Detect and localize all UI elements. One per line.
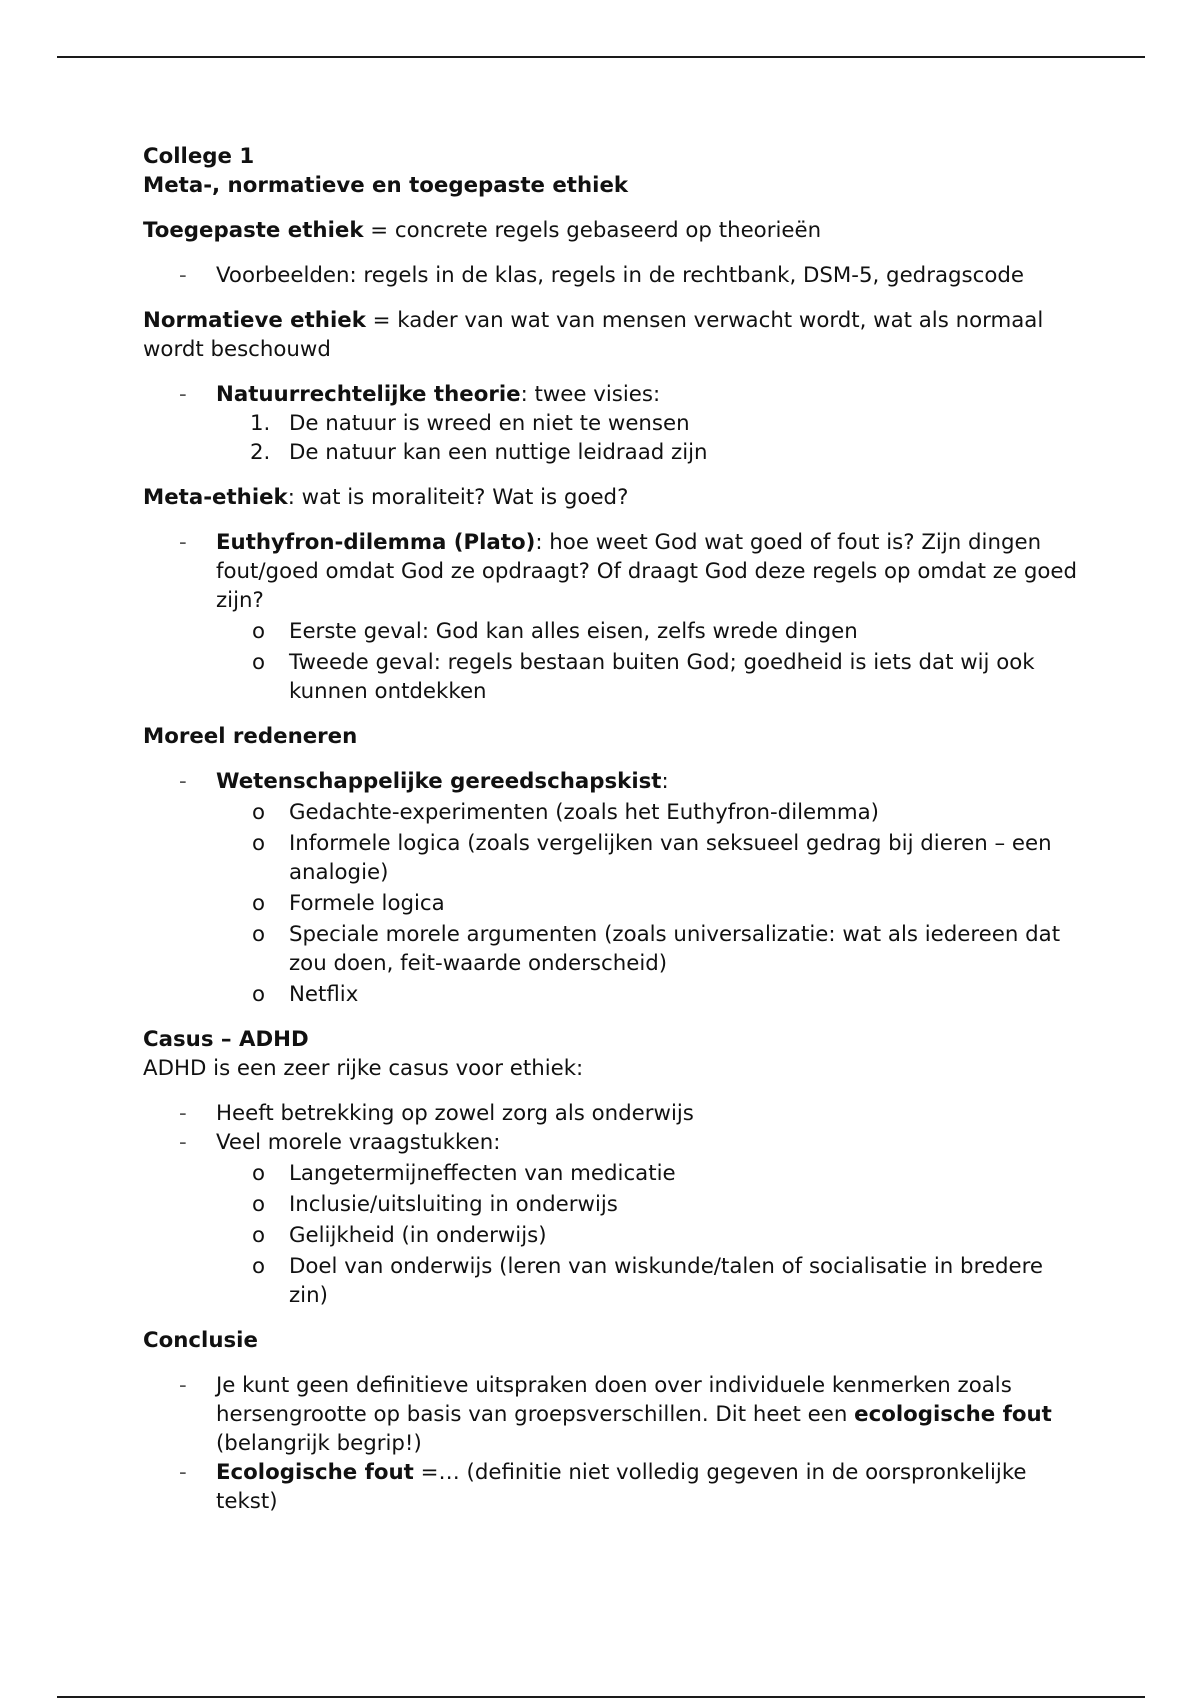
list-item <box>143 1371 1083 1458</box>
circle-bullet: o <box>252 800 266 825</box>
sublist-item <box>216 1159 1083 1188</box>
list-item <box>143 767 1083 1009</box>
casus-list <box>143 1099 1083 1310</box>
section-heading-casus-adhd: Casus – ADHD <box>143 1027 309 1052</box>
item-text: =… (definitie niet volledig gegeven in de oorspronkelijke tekst) <box>216 1460 1027 1514</box>
sublist-item <box>216 1252 1083 1310</box>
sublist-text: Netflix <box>289 982 359 1007</box>
sublist-text: De natuur is wreed en niet te wensen <box>289 411 690 436</box>
sublist-item <box>216 1221 1083 1250</box>
term: Toegepaste ethiek <box>143 218 364 243</box>
title-line-1: College 1 <box>143 144 255 169</box>
sublist-text: Inclusie/uitsluiting in onderwijs <box>289 1192 618 1217</box>
circle-sublist <box>216 798 1083 1009</box>
dash-bullet: - <box>179 263 187 288</box>
item-term: Wetenschappelijke gereedschapskist <box>216 769 662 794</box>
circle-bullet: o <box>252 650 266 675</box>
circle-bullet: o <box>252 1223 266 1248</box>
circle-bullet: o <box>252 1254 266 1279</box>
circle-sublist <box>216 617 1083 706</box>
circle-bullet: o <box>252 891 266 916</box>
circle-bullet: o <box>252 619 266 644</box>
sublist-item <box>216 648 1083 706</box>
item-text: : <box>661 769 669 794</box>
circle-bullet: o <box>252 922 266 947</box>
section-heading-conclusie: Conclusie <box>143 1328 258 1353</box>
normatieve-ethiek-definition <box>143 306 1083 364</box>
sublist-item <box>216 438 1083 467</box>
item-text: : twee visies: <box>520 382 661 407</box>
circle-bullet: o <box>252 982 266 1007</box>
list-item <box>143 380 1083 467</box>
numbered-sublist <box>216 409 1083 467</box>
sublist-text: Gelijkheid (in onderwijs) <box>289 1223 547 1248</box>
item-text: Heeft betrekking op zowel zorg als onderwijs <box>216 1101 694 1126</box>
meta-ethiek-definition <box>143 483 1083 512</box>
section-heading-moreel-redeneren: Moreel redeneren <box>143 724 358 749</box>
list-item <box>143 1458 1083 1516</box>
sublist-text: De natuur kan een nuttige leidraad zijn <box>289 440 708 465</box>
term: Meta-ethiek <box>143 485 288 510</box>
dash-bullet: - <box>179 1460 187 1485</box>
item-text: Voorbeelden: regels in de klas, regels in de rechtbank, DSM-5, gedragscode <box>216 263 1024 288</box>
toegepaste-ethiek-definition <box>143 216 1083 245</box>
sublist-item <box>216 409 1083 438</box>
number-label: 2. <box>250 440 271 465</box>
item-text: Veel morele vraagstukken: <box>216 1130 501 1155</box>
list-item <box>143 528 1083 706</box>
circle-bullet: o <box>252 1161 266 1186</box>
sublist-text: Gedachte-experimenten (zoals het Euthyfron-dilemma) <box>289 800 879 825</box>
item-term: Ecologische fout <box>216 1460 414 1485</box>
toegepaste-ethiek-list <box>143 261 1083 290</box>
item-term: Natuurrechtelijke theorie <box>216 382 521 407</box>
definition-text: : wat is moraliteit? Wat is goed? <box>287 485 629 510</box>
dash-bullet: - <box>179 769 187 794</box>
sublist-text: Langetermijneffecten van medicatie <box>289 1161 676 1186</box>
sublist-text: Speciale morele argumenten (zoals universalizatie: wat als iedereen dat zou doen, feit-waarde onderscheid) <box>289 922 1061 976</box>
definition-text: = concrete regels gebaseerd op theorieën <box>363 218 822 243</box>
moreel-redeneren-list <box>143 767 1083 1009</box>
dash-bullet: - <box>179 530 187 555</box>
top-rule <box>57 56 1145 58</box>
definition-text: = kader van wat van mensen verwacht wordt, wat als normaal wordt beschouwd <box>143 308 1044 362</box>
list-item <box>143 1128 1083 1310</box>
circle-sublist <box>216 1159 1083 1310</box>
sublist-item <box>216 920 1083 978</box>
item-text: : hoe weet God wat goed of fout is? Zijn dingen fout/goed omdat God ze opdraagt? Of draagt God deze regels op omdat ze goed zijn? <box>216 530 1078 613</box>
sublist-item <box>216 889 1083 918</box>
document-body <box>143 142 1083 1532</box>
list-item <box>143 261 1083 290</box>
item-text-end: (belangrijk begrip!) <box>216 1431 422 1456</box>
dash-bullet: - <box>179 1373 187 1398</box>
circle-bullet: o <box>252 831 266 856</box>
sublist-item <box>216 617 1083 646</box>
meta-ethiek-list <box>143 528 1083 706</box>
item-text: Je kunt geen definitieve uitspraken doen over individuele kenmerken zoals hersengrootte op basis van groepsverschillen. Dit heet een <box>216 1373 1012 1427</box>
sublist-text: Doel van onderwijs (leren van wiskunde/talen of socialisatie in bredere zin) <box>289 1254 1043 1308</box>
conclusie-list <box>143 1371 1083 1516</box>
sublist-item <box>216 980 1083 1009</box>
item-term: Euthyfron-dilemma (Plato) <box>216 530 536 555</box>
sublist-text: Eerste geval: God kan alles eisen, zelfs wrede dingen <box>289 619 858 644</box>
list-item <box>143 1099 1083 1128</box>
sublist-text: Formele logica <box>289 891 445 916</box>
sublist-text: Informele logica (zoals vergelijken van seksueel gedrag bij dieren – een analogie) <box>289 831 1052 885</box>
sublist-item <box>216 798 1083 827</box>
sublist-item <box>216 1190 1083 1219</box>
title-line-2: Meta-, normatieve en toegepaste ethiek <box>143 173 629 198</box>
sublist-item <box>216 829 1083 887</box>
dash-bullet: - <box>179 1130 187 1155</box>
term: Normatieve ethiek <box>143 308 366 333</box>
page-title <box>143 142 1083 200</box>
circle-bullet: o <box>252 1192 266 1217</box>
number-label: 1. <box>250 411 271 436</box>
sublist-text: Tweede geval: regels bestaan buiten God; goedheid is iets dat wij ook kunnen ontdekken <box>289 650 1035 704</box>
casus-intro: ADHD is een zeer rijke casus voor ethiek: <box>143 1056 584 1081</box>
dash-bullet: - <box>179 382 187 407</box>
dash-bullet: - <box>179 1101 187 1126</box>
normatieve-ethiek-list <box>143 380 1083 467</box>
item-term: ecologische fout <box>854 1402 1052 1427</box>
bottom-rule <box>57 1696 1145 1698</box>
